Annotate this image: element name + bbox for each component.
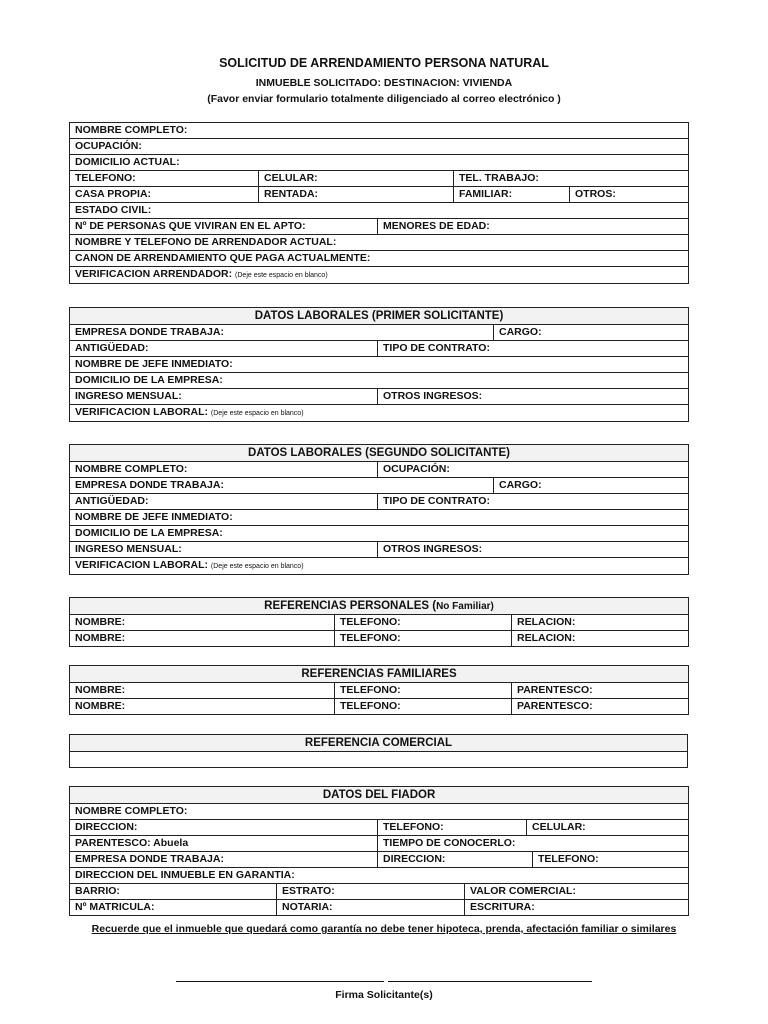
field-tipo-contrato-1[interactable]: TIPO DE CONTRATO: xyxy=(378,341,689,357)
field-fiador-direccion[interactable]: DIRECCION: xyxy=(70,820,378,836)
field-celular[interactable]: CELULAR: xyxy=(259,171,454,187)
field-ref-nombre[interactable]: NOMBRE: xyxy=(70,615,335,631)
field-domicilio-empresa-1[interactable]: DOMICILIO DE LA EMPRESA: xyxy=(70,373,689,389)
field-cargo-2[interactable]: CARGO: xyxy=(494,478,689,494)
signature-line-2[interactable] xyxy=(388,981,592,982)
applicant-general-table xyxy=(69,122,689,284)
laborales-segundo-table xyxy=(69,444,689,575)
field-fam-nombre[interactable]: NOMBRE: xyxy=(70,683,335,699)
form-subtitle: INMUEBLE SOLICITADO: DESTINACION: VIVIENDA xyxy=(255,77,513,89)
field-nombre-completo[interactable]: NOMBRE COMPLETO: xyxy=(70,123,689,139)
verificacion-laboral-label: VERIFICACION LABORAL: xyxy=(75,559,208,571)
verificacion-arrendador-label: VERIFICACION ARRENDADOR: xyxy=(75,268,233,280)
field-fiador-notaria[interactable]: NOTARIA: xyxy=(277,900,465,916)
field-fiador-celular[interactable]: CELULAR: xyxy=(527,820,689,836)
field-domicilio-actual[interactable]: DOMICILIO ACTUAL: xyxy=(70,155,689,171)
field-rentada[interactable]: RENTADA: xyxy=(259,187,454,203)
section-title-laborales-2: DATOS LABORALES (SEGUNDO SOLICITANTE) xyxy=(70,445,689,462)
field-menores-edad[interactable]: MENORES DE EDAD: xyxy=(378,219,689,235)
field-fiador-matricula[interactable]: Nº MATRICULA: xyxy=(70,900,277,916)
field-tel-trabajo[interactable]: TEL. TRABAJO: xyxy=(454,171,689,187)
field-fiador-nombre[interactable]: NOMBRE COMPLETO: xyxy=(70,804,689,820)
field-verificacion-laboral-2[interactable] xyxy=(70,558,689,575)
field-jefe-2[interactable]: NOMBRE DE JEFE INMEDIATO: xyxy=(70,510,689,526)
field-nombre-completo-2[interactable]: NOMBRE COMPLETO: xyxy=(70,462,378,478)
field-fiador-empresa[interactable]: EMPRESA DONDE TRABAJA: xyxy=(70,852,378,868)
signature-label: Firma Solicitante(s) xyxy=(335,989,433,1001)
field-domicilio-empresa-2[interactable]: DOMICILIO DE LA EMPRESA: xyxy=(70,526,689,542)
laborales-primer-table xyxy=(69,307,689,422)
field-fam-telefono[interactable]: TELEFONO: xyxy=(335,699,512,715)
garantia-note: Recuerde que el inmueble que quedará como garantía no debe tener hipoteca, prenda, afectación familiar o similares xyxy=(91,923,677,935)
field-antiguedad-2[interactable]: ANTIGÜEDAD: xyxy=(70,494,378,510)
field-tipo-contrato-2[interactable]: TIPO DE CONTRATO: xyxy=(378,494,689,510)
field-familiar[interactable]: FAMILIAR: xyxy=(454,187,570,203)
field-otros-ingresos-1[interactable]: OTROS INGRESOS: xyxy=(378,389,689,405)
field-fiador-valor-comercial[interactable]: VALOR COMERCIAL: xyxy=(465,884,689,900)
field-ocupacion[interactable]: OCUPACIÓN: xyxy=(70,139,689,155)
blank-note: (Deje este espacio en blanco) xyxy=(235,272,328,279)
field-arrendador-actual[interactable]: NOMBRE Y TELEFONO DE ARRENDADOR ACTUAL: xyxy=(70,235,689,251)
field-fiador-telefono[interactable]: TELEFONO: xyxy=(378,820,527,836)
field-ref-nombre[interactable]: NOMBRE: xyxy=(70,631,335,647)
field-verificacion-laboral-1[interactable] xyxy=(70,405,689,422)
field-telefono[interactable]: TELEFONO: xyxy=(70,171,259,187)
field-ingreso-1[interactable]: INGRESO MENSUAL: xyxy=(70,389,378,405)
field-fiador-direccion-empresa[interactable]: DIRECCION: xyxy=(378,852,533,868)
datos-fiador-table xyxy=(69,786,689,916)
field-fam-parentesco[interactable]: PARENTESCO: xyxy=(512,683,689,699)
field-otros[interactable]: OTROS: xyxy=(570,187,689,203)
blank-note: (Deje este espacio en blanco) xyxy=(210,410,304,417)
field-empresa-2[interactable]: EMPRESA DONDE TRABAJA: xyxy=(70,478,494,494)
form-instruction: (Favor enviar formulario totalmente diligenciado al correo electrónico ) xyxy=(207,93,561,105)
field-fiador-estrato[interactable]: ESTRATO: xyxy=(277,884,465,900)
section-title-laborales-1: DATOS LABORALES (PRIMER SOLICITANTE) xyxy=(70,308,689,325)
field-fiador-direccion-inmueble[interactable]: DIRECCION DEL INMUEBLE EN GARANTIA: xyxy=(70,868,689,884)
field-ref-comercial[interactable] xyxy=(70,752,688,768)
field-fiador-barrio[interactable]: BARRIO: xyxy=(70,884,277,900)
ref-personales-title-note: No Familiar) xyxy=(436,600,494,612)
section-title-fiador: DATOS DEL FIADOR xyxy=(70,787,689,804)
field-empresa-1[interactable]: EMPRESA DONDE TRABAJA: xyxy=(70,325,494,341)
field-fiador-telefono-empresa[interactable]: TELEFONO: xyxy=(533,852,689,868)
field-fiador-tiempo[interactable]: TIEMPO DE CONOCERLO: xyxy=(378,836,689,852)
blank-note: (Deje este espacio en blanco) xyxy=(210,563,304,570)
referencia-comercial-table xyxy=(69,734,688,768)
signature-line-1[interactable] xyxy=(176,981,384,982)
field-fiador-escritura[interactable]: ESCRITURA: xyxy=(465,900,689,916)
verificacion-laboral-label: VERIFICACION LABORAL: xyxy=(75,406,208,418)
ref-personales-title: REFERENCIAS PERSONALES ( xyxy=(264,599,437,612)
field-fam-parentesco[interactable]: PARENTESCO: xyxy=(512,699,689,715)
referencias-familiares-table xyxy=(69,665,689,715)
field-verificacion-arrendador[interactable] xyxy=(70,267,689,284)
field-casa-propia[interactable]: CASA PROPIA: xyxy=(70,187,259,203)
field-cargo-1[interactable]: CARGO: xyxy=(494,325,689,341)
field-ingreso-2[interactable]: INGRESO MENSUAL: xyxy=(70,542,378,558)
field-fiador-parentesco[interactable]: PARENTESCO: Abuela xyxy=(70,836,378,852)
section-title-ref-comercial: REFERENCIA COMERCIAL xyxy=(70,735,688,752)
section-title-ref-familiares: REFERENCIAS FAMILIARES xyxy=(70,666,689,683)
field-ref-telefono[interactable]: TELEFONO: xyxy=(335,631,512,647)
field-fam-telefono[interactable]: TELEFONO: xyxy=(335,683,512,699)
field-canon[interactable]: CANON DE ARRENDAMIENTO QUE PAGA ACTUALMENTE: xyxy=(70,251,689,267)
field-jefe-1[interactable]: NOMBRE DE JEFE INMEDIATO: xyxy=(70,357,689,373)
referencias-personales-table xyxy=(69,597,689,647)
field-ref-relacion[interactable]: RELACION: xyxy=(512,615,689,631)
field-personas-apto[interactable]: Nº DE PERSONAS QUE VIVIRAN EN EL APTO: xyxy=(70,219,378,235)
form-title: SOLICITUD DE ARRENDAMIENTO PERSONA NATURAL xyxy=(219,56,549,70)
field-antiguedad-1[interactable]: ANTIGÜEDAD: xyxy=(70,341,378,357)
field-ocupacion-2[interactable]: OCUPACIÓN: xyxy=(378,462,689,478)
field-otros-ingresos-2[interactable]: OTROS INGRESOS: xyxy=(378,542,689,558)
field-ref-telefono[interactable]: TELEFONO: xyxy=(335,615,512,631)
field-fam-nombre[interactable]: NOMBRE: xyxy=(70,699,335,715)
section-title-ref-personales xyxy=(70,598,689,615)
field-estado-civil[interactable]: ESTADO CIVIL: xyxy=(70,203,689,219)
field-ref-relacion[interactable]: RELACION: xyxy=(512,631,689,647)
